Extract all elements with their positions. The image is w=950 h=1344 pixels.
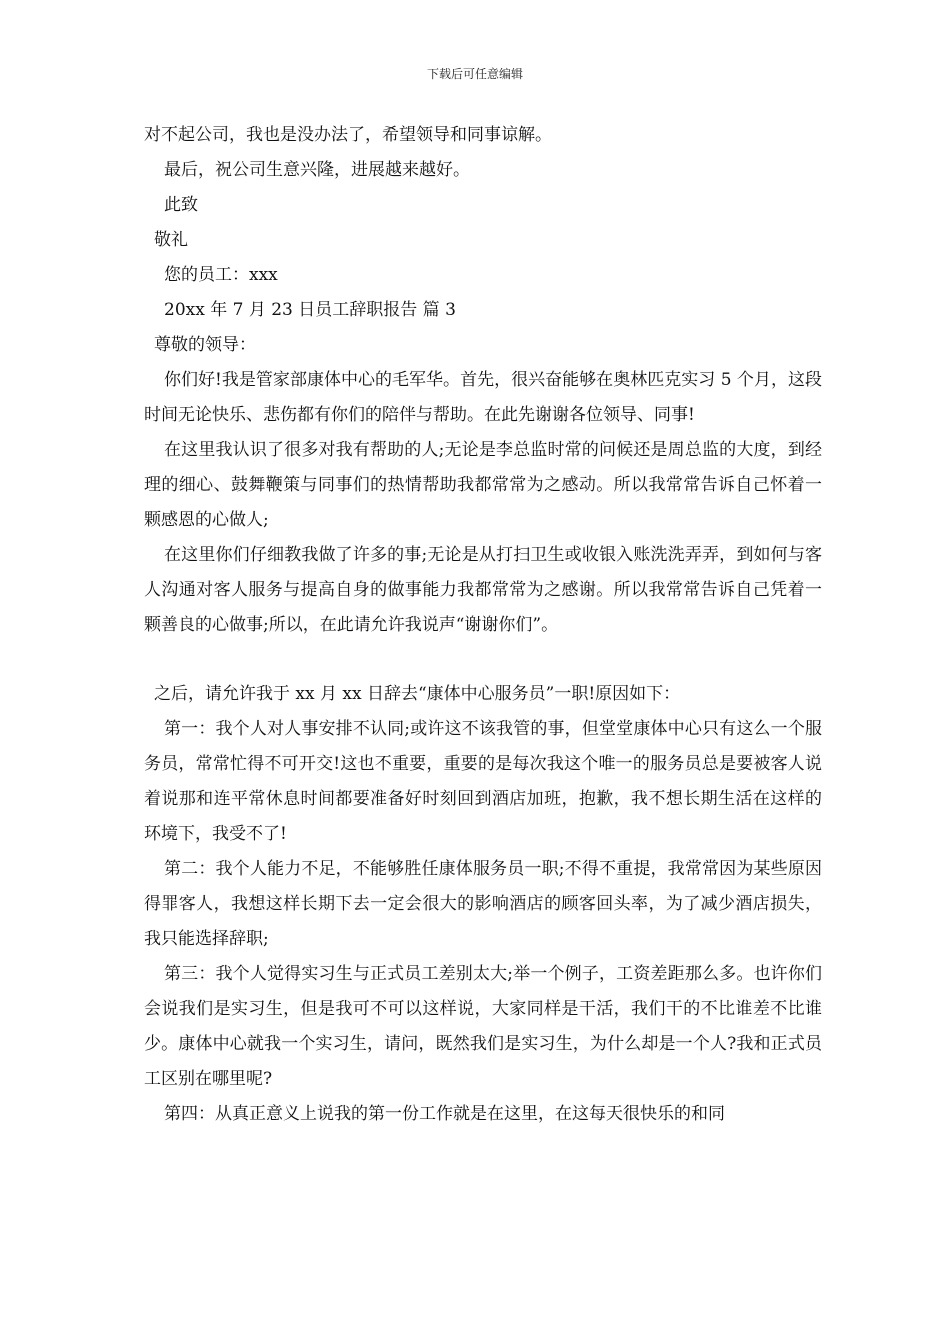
page-header: 下载后可任意编辑 bbox=[426, 67, 523, 81]
paragraph: 第二：我个人能力不足，不能够胜任康体服务员一职;不得不重提，我常常因为某些原因得罪客人，我想这样长期下去一定会很大的影响酒店的顾客回头率，为了减少酒店损失，我只能选择辞职; bbox=[144, 859, 822, 949]
paragraph: 第一：我个人对人事安排不认同;或许这不该我管的事，但堂堂康体中心只有这么一个服务员，常常忙得不可开交!这也不重要，重要的是每次我这个唯一的服务员总是要被客人说着说那和连平常休息时间都要准备好时刻回到酒店加班，抱歉，我不想长期生活在这样的环境下，我受不了! bbox=[144, 719, 822, 844]
paragraph: 在这里你们仔细教我做了许多的事;无论是从打扫卫生或收银入账洗洗弄弄，到如何与客人沟通对客人服务与提高自身的做事能力我都常常为之感谢。所以我常常告诉自己凭着一颗善良的心做事;所以，在此请允许我说声“谢谢你们”。 bbox=[144, 545, 822, 635]
section-title: 20xx 年 7 月 23 日员工辞职报告 篇 3 bbox=[164, 300, 456, 320]
paragraph: 之后，请允许我于 xx 月 xx 日辞去“康体中心服务员”一职!原因如下： bbox=[154, 684, 681, 704]
paragraph: 对不起公司，我也是没办法了，希望领导和同事谅解。 bbox=[144, 125, 552, 145]
closing-regards: 敬礼 bbox=[154, 230, 188, 250]
signature-line: 您的员工：xxx bbox=[164, 265, 278, 285]
greeting: 尊敬的领导： bbox=[154, 335, 256, 355]
paragraph-spacer bbox=[144, 643, 822, 677]
document-body bbox=[144, 118, 822, 1132]
paragraph: 在这里我认识了很多对我有帮助的人;无论是李总监时常的问候还是周总监的大度，到经理的细心、鼓舞鞭策与同事们的热情帮助我都常常为之感动。所以我常常告诉自己怀着一颗感恩的心做人; bbox=[144, 440, 822, 530]
closing-salutation: 此致 bbox=[164, 195, 198, 215]
paragraph: 最后，祝公司生意兴隆，进展越来越好。 bbox=[164, 160, 470, 180]
paragraph: 第四：从真正意义上说我的第一份工作就是在这里，在这每天很快乐的和同 bbox=[164, 1104, 725, 1124]
paragraph: 第三：我个人觉得实习生与正式员工差别太大;举一个例子，工资差距那么多。也许你们会说我们是实习生，但是我可不可以这样说，大家同样是干活，我们干的不比谁差不比谁少。康体中心就我一个实习生，请问，既然我们是实习生，为什么却是一个人?我和正式员工区别在哪里呢? bbox=[144, 964, 822, 1089]
paragraph: 你们好!我是管家部康体中心的毛军华。首先，很兴奋能够在奥林匹克实习 5 个月，这段时间无论快乐、悲伤都有你们的陪伴与帮助。在此先谢谢各位领导、同事! bbox=[144, 370, 822, 425]
